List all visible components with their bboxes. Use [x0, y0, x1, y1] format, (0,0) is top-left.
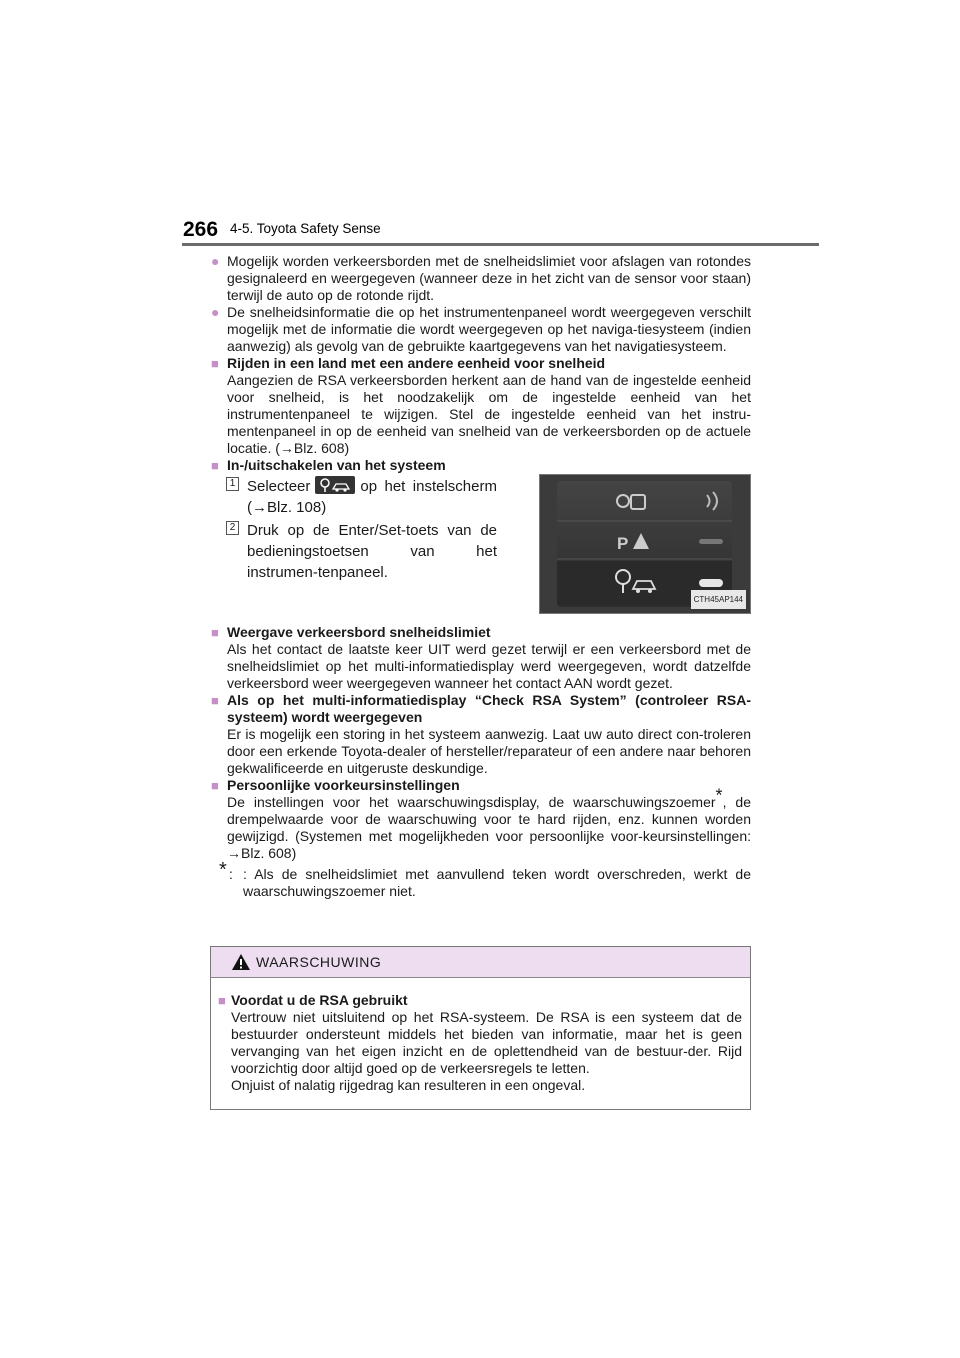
square-bullet-icon: ■	[211, 625, 219, 640]
warning-label: WAARSCHUWING	[256, 954, 382, 970]
section-heading-unit: ■ Rijden in een land met een andere eenheid voor snelheid	[211, 355, 606, 371]
sound-icon	[707, 492, 717, 510]
warning-triangle-icon	[231, 953, 251, 971]
square-bullet-icon: ■	[218, 993, 226, 1008]
bullet-item	[211, 253, 751, 304]
bullet-dot-icon: ●	[211, 304, 220, 320]
warning-box	[210, 946, 751, 1110]
step-2: 2 Druk op de Enter/Set-toets van de bedieningstoetsen van het instrumen-tenpaneel.	[227, 520, 497, 583]
section-text-display: Als het contact de laatste keer UIT werd gezet terwijl er een verkeersbord met de snelheidslimiet op het multi-informatiedisplay werd weergegeven, wordt datzelfde verkeersbord weer weergegeven wanneer het contact AAN wordt gezet.	[227, 641, 751, 691]
section-heading-check: ■ Als op het multi-informatiedisplay “Check RSA System” (controleer RSA-systeem) wordt weergegeven	[211, 692, 751, 725]
warning-body	[211, 978, 750, 1094]
section-heading-display: ■ Weergave verkeersbord snelheidslimiet	[211, 624, 491, 640]
steps-block	[227, 474, 751, 624]
section-heading-personal: ■ Persoonlijke voorkeursinstellingen	[211, 777, 460, 793]
svg-text:P: P	[617, 534, 629, 553]
warning-title: ■ Voordat u de RSA gebruikt	[218, 992, 408, 1008]
rsa-settings-icon	[315, 476, 355, 494]
footnote-mark: *	[219, 859, 227, 881]
square-bullet-icon: ■	[211, 693, 219, 708]
asterisk-mark: *	[715, 785, 723, 806]
square-bullet-icon: ■	[211, 458, 219, 473]
dashboard-settings-display	[557, 481, 732, 607]
image-code: CTH45AP144	[691, 590, 746, 609]
footnote: * : : Als de snelheidslimiet met aanvullend teken wordt overschreden, werkt de waarschuwingszoemer niet.	[219, 859, 751, 899]
section-title: 4-5. Toyota Safety Sense	[230, 221, 381, 236]
main-content	[211, 253, 751, 900]
parking-assist-icon	[617, 533, 649, 553]
section-text-personal: De instellingen voor het waarschuwingsdisplay, de waarschuwingszoemer*, de drempelwaarde voor de waarschuwing voor te hard rijden, enz. kunnen worden gewijzigd. (Systemen met mogelijkheden voor persoonlijke voor-keursinstellingen: →Blz. 608)	[227, 785, 751, 861]
footnote-text: : Als de snelheidslimiet met aanvullend teken wordt overschreden, werkt de waarschuwingszoemer niet.	[243, 866, 751, 899]
instrument-panel-photo	[539, 474, 751, 614]
square-bullet-icon: ■	[211, 778, 219, 793]
bullet-text: Mogelijk worden verkeersborden met de snelheidslimiet voor afslagen van rotondes gesignaleerd en weergegeven (wanneer deze in het zicht van de sensor voor staan) terwijl de auto op de rotonde rijdt.	[227, 253, 751, 303]
section-heading-toggle: ■ In-/uitschakelen van het systeem	[211, 457, 446, 473]
square-bullet-icon: ■	[211, 356, 219, 371]
page-number: 266	[183, 218, 219, 241]
warning-header	[211, 947, 750, 978]
bullet-dot-icon: ●	[211, 253, 220, 269]
section-text-check: Er is mogelijk een storing in het systeem aanwezig. Laat uw auto direct con-troleren door een erkende Toyota-dealer of hersteller/reparateur of een andere naar behoren gekwalificeerde en uitgeruste deskundige.	[227, 726, 751, 776]
warning-text: Vertrouw niet uitsluitend op het RSA-systeem. De RSA is een systeem dat de bestuurder ondersteunt middels het bieden van informatie, maar het is geen vervanging van het eigen inzicht en de oplettendheid van de bestuur-der. Rijd voorzichtig door altijd goed op de verkeersregels te letten. Onjuist of nalatig rijgedrag kan resulteren in een ongeval.	[231, 1009, 742, 1093]
toggle-indicator-off	[699, 539, 723, 544]
bullet-text: De snelheidsinformatie die op het instrumentenpaneel wordt weergegeven verschilt mogelijk met de informatie die wordt weergegeven op het naviga-tiesysteem (indien aanwezig) als gevolg van de gebruikte kaartgegevens van het navigatiesysteem.	[227, 304, 751, 354]
lane-sensor-icon	[617, 495, 645, 509]
bullet-item	[211, 304, 751, 355]
step-1: 1 Selecteer op het instelscherm (→Blz. 108)	[227, 476, 497, 518]
step-number: 2	[226, 521, 239, 535]
step-number: 1	[226, 477, 239, 491]
header-divider	[182, 243, 819, 246]
section-text-unit: Aangezien de RSA verkeersborden herkent aan de hand van de ingestelde eenheid voor snelheid, is het noodzakelijk om de ingestelde eenheid van het instrumentenpaneel te wijzigen. Stel de ingestelde eenheid van het instru-mentenpaneel in op de eenheid van snelheid van de verkeersborden op de actuele locatie. (→Blz. 608)	[227, 372, 751, 456]
toggle-indicator-on	[699, 579, 723, 587]
